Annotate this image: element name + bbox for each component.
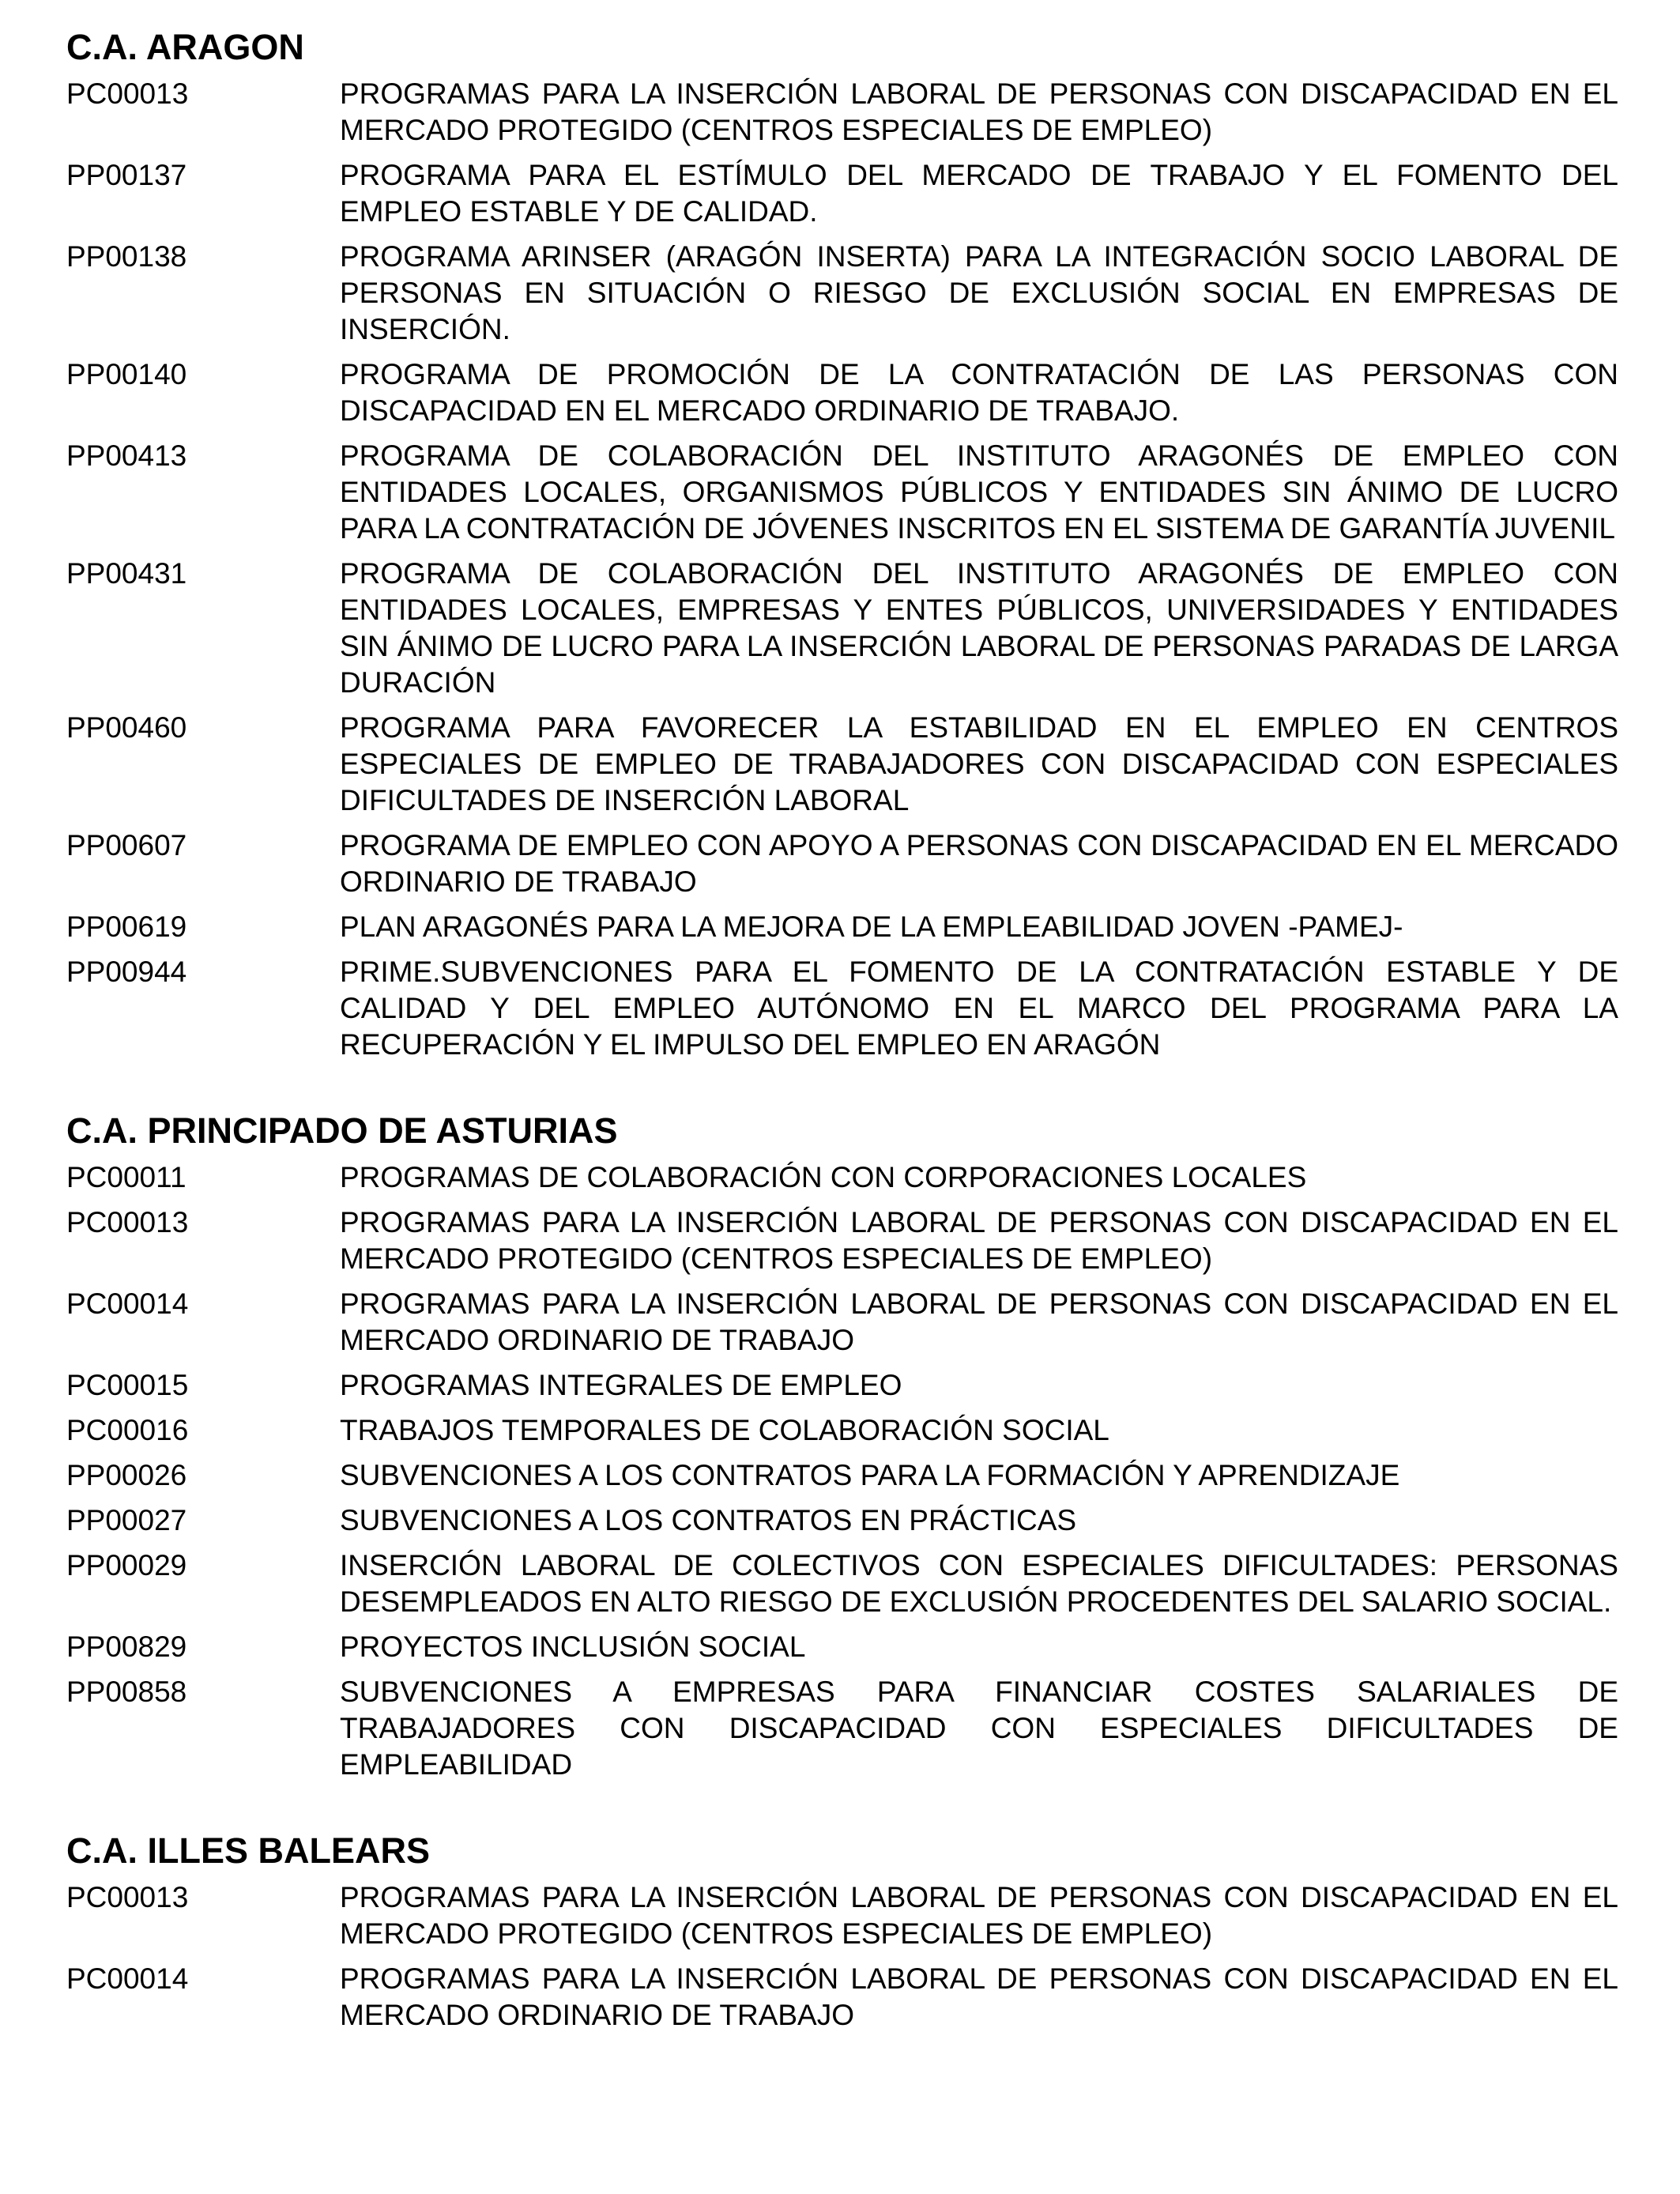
program-description: PROGRAMAS PARA LA INSERCIÓN LABORAL DE PERSONAS CON DISCAPACIDAD EN EL MERCADO PROTEGIDO (CENTROS ESPECIALES DE EMPLEO) (340, 1881, 1618, 1950)
program-description: TRABAJOS TEMPORALES DE COLABORACIÓN SOCIAL (340, 1414, 1109, 1446)
program-code: PC00013 (66, 1206, 189, 1238)
section-title: C.A. PRINCIPADO DE ASTURIAS (66, 1110, 618, 1151)
list-item (66, 1961, 1618, 2034)
program-code: PC00013 (66, 77, 189, 110)
program-code: PP00029 (66, 1549, 187, 1581)
list-item (66, 157, 1618, 230)
program-code: PC00011 (66, 1161, 186, 1193)
list-item (66, 1674, 1618, 1783)
list-item (66, 1367, 1618, 1404)
program-code: PP00829 (66, 1630, 187, 1663)
program-description: INSERCIÓN LABORAL DE COLECTIVOS CON ESPECIALES DIFICULTADES: PERSONAS DESEMPLEADOS EN ALTO RIESGO DE EXCLUSIÓN PROCEDENTES DEL SALARIO SOCIAL. (340, 1549, 1618, 1618)
program-code: PC00013 (66, 1881, 189, 1913)
section-title: C.A. ARAGON (66, 27, 304, 67)
list-item (66, 1457, 1618, 1494)
list-item (66, 1547, 1618, 1620)
program-code: PC00015 (66, 1369, 189, 1401)
list-item (66, 1204, 1618, 1277)
program-code: PP00858 (66, 1676, 187, 1708)
program-description: PROGRAMAS PARA LA INSERCIÓN LABORAL DE PERSONAS CON DISCAPACIDAD EN EL MERCADO PROTEGIDO (CENTROS ESPECIALES DE EMPLEO) (340, 1206, 1618, 1275)
list-item (66, 710, 1618, 819)
program-list (66, 1159, 1618, 1783)
program-code: PP00431 (66, 557, 187, 590)
program-description: PROGRAMA DE COLABORACIÓN DEL INSTITUTO ARAGONÉS DE EMPLEO CON ENTIDADES LOCALES, ORGANISMOS PÚBLICOS Y ENTIDADES SIN ÁNIMO DE LUCRO PARA LA CONTRATACIÓN DE JÓVENES INSCRITOS EN EL SISTEMA DE GARANTÍA JUVENIL (340, 439, 1618, 545)
section-title: C.A. ILLES BALEARS (66, 1830, 431, 1871)
program-code: PP00137 (66, 159, 187, 191)
program-description: PROGRAMAS DE COLABORACIÓN CON CORPORACIONES LOCALES (340, 1161, 1307, 1193)
program-description: PROYECTOS INCLUSIÓN SOCIAL (340, 1630, 806, 1663)
program-description: PROGRAMA DE EMPLEO CON APOYO A PERSONAS CON DISCAPACIDAD EN EL MERCADO ORDINARIO DE TRABAJO (340, 829, 1618, 898)
list-item (66, 1286, 1618, 1359)
program-description: SUBVENCIONES A EMPRESAS PARA FINANCIAR COSTES SALARIALES DE TRABAJADORES CON DISCAPACIDAD CON ESPECIALES DIFICULTADES DE EMPLEABILIDAD (340, 1676, 1618, 1781)
program-code: PP00413 (66, 439, 187, 472)
program-description: PROGRAMAS INTEGRALES DE EMPLEO (340, 1369, 902, 1401)
list-item (66, 356, 1618, 429)
program-description: SUBVENCIONES A LOS CONTRATOS PARA LA FORMACIÓN Y APRENDIZAJE (340, 1459, 1400, 1491)
program-description: PROGRAMA DE PROMOCIÓN DE LA CONTRATACIÓN DE LAS PERSONAS CON DISCAPACIDAD EN EL MERCADO ORDINARIO DE TRABAJO. (340, 358, 1618, 427)
section-illes-balears (66, 1827, 1618, 2034)
section-asturias (66, 1107, 1618, 1783)
list-item (66, 239, 1618, 348)
list-item (66, 1502, 1618, 1539)
program-description: PROGRAMAS PARA LA INSERCIÓN LABORAL DE PERSONAS CON DISCAPACIDAD EN EL MERCADO PROTEGIDO (CENTROS ESPECIALES DE EMPLEO) (340, 77, 1618, 146)
program-list (66, 76, 1618, 1063)
program-code: PC00014 (66, 1287, 189, 1320)
program-code: PP00944 (66, 956, 187, 988)
list-item (66, 1879, 1618, 1952)
program-code: PP00140 (66, 358, 187, 390)
program-code: PP00607 (66, 829, 187, 861)
program-code: PP00026 (66, 1459, 187, 1491)
program-code: PP00138 (66, 240, 187, 273)
list-item (66, 76, 1618, 149)
list-item (66, 1412, 1618, 1449)
program-description: PRIME.SUBVENCIONES PARA EL FOMENTO DE LA CONTRATACIÓN ESTABLE Y DE CALIDAD Y DEL EMPLEO AUTÓNOMO EN EL MARCO DEL PROGRAMA PARA LA RECUPERACIÓN Y EL IMPULSO DEL EMPLEO EN ARAGÓN (340, 956, 1618, 1061)
program-code: PC00016 (66, 1414, 189, 1446)
program-description: PROGRAMA PARA EL ESTÍMULO DEL MERCADO DE TRABAJO Y EL FOMENTO DEL EMPLEO ESTABLE Y DE CALIDAD. (340, 159, 1618, 228)
program-description: PROGRAMA PARA FAVORECER LA ESTABILIDAD EN EL EMPLEO EN CENTROS ESPECIALES DE EMPLEO DE TRABAJADORES CON DISCAPACIDAD CON ESPECIALES DIFICULTADES DE INSERCIÓN LABORAL (340, 711, 1618, 816)
section-aragon (66, 24, 1618, 1063)
program-description: SUBVENCIONES A LOS CONTRATOS EN PRÁCTICAS (340, 1504, 1077, 1536)
program-description: PLAN ARAGONÉS PARA LA MEJORA DE LA EMPLEABILIDAD JOVEN -PAMEJ- (340, 910, 1403, 943)
program-code: PP00460 (66, 711, 187, 744)
list-item (66, 438, 1618, 547)
list-item (66, 556, 1618, 701)
program-code: PC00014 (66, 1962, 189, 1995)
program-code: PP00619 (66, 910, 187, 943)
list-item (66, 954, 1618, 1063)
list-item (66, 1629, 1618, 1665)
list-item (66, 1159, 1618, 1196)
program-description: PROGRAMA ARINSER (ARAGÓN INSERTA) PARA LA INTEGRACIÓN SOCIO LABORAL DE PERSONAS EN SITUACIÓN O RIESGO DE EXCLUSIÓN SOCIAL EN EMPRESAS DE INSERCIÓN. (340, 240, 1618, 345)
program-description: PROGRAMAS PARA LA INSERCIÓN LABORAL DE PERSONAS CON DISCAPACIDAD EN EL MERCADO ORDINARIO DE TRABAJO (340, 1287, 1618, 1356)
program-list (66, 1879, 1618, 2034)
program-description: PROGRAMA DE COLABORACIÓN DEL INSTITUTO ARAGONÉS DE EMPLEO CON ENTIDADES LOCALES, EMPRESAS Y ENTES PÚBLICOS, UNIVERSIDADES Y ENTIDADES SIN ÁNIMO DE LUCRO PARA LA INSERCIÓN LABORAL DE PERSONAS PARADAS DE LARGA DURACIÓN (340, 557, 1618, 699)
list-item (66, 909, 1618, 945)
program-description: PROGRAMAS PARA LA INSERCIÓN LABORAL DE PERSONAS CON DISCAPACIDAD EN EL MERCADO ORDINARIO DE TRABAJO (340, 1962, 1618, 2031)
program-code: PP00027 (66, 1504, 187, 1536)
list-item (66, 827, 1618, 900)
